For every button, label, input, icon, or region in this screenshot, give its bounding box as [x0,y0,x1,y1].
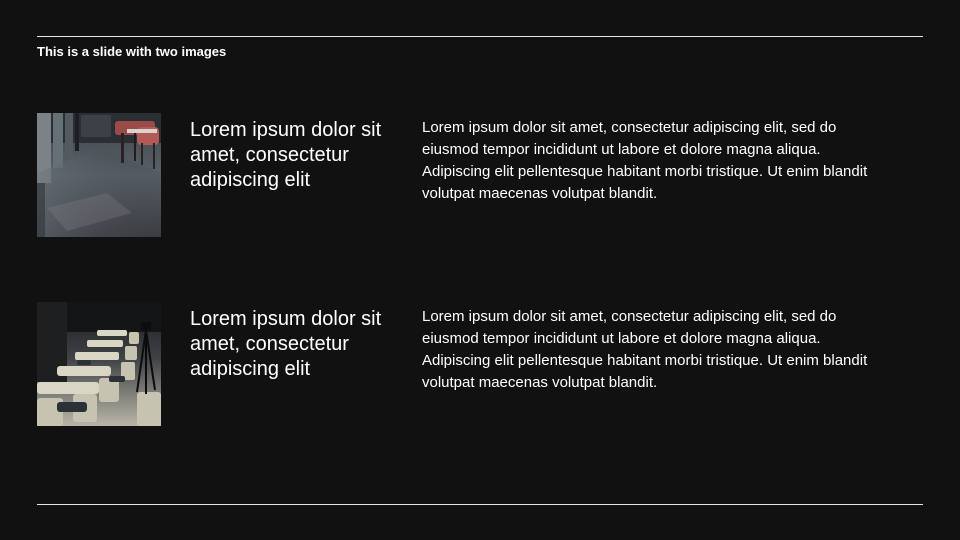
item-heading: Lorem ipsum dolor sit amet, consectetur adipiscing elit [190,308,382,380]
item-body-text: Lorem ipsum dolor sit amet, consectetur adipiscing elit, sed do eiusmod tempor incididunt ut labore et dolore magna aliqua. Adipiscing elit pellentesque habitant morbi tristique. Ut enim blandit volutpat maecenas volutpat blandit. [422,308,868,391]
top-divider [37,36,923,37]
content-row-1 [37,113,923,239]
item-heading: Lorem ipsum dolor sit amet, consectetur adipiscing elit [190,119,382,191]
bottom-divider [37,504,923,505]
cafeteria-photo [37,302,161,426]
office-floor-photo [37,113,161,237]
slide-title: This is a slide with two images [37,44,227,59]
content-row-2 [37,302,923,428]
item-body-text: Lorem ipsum dolor sit amet, consectetur adipiscing elit, sed do eiusmod tempor incididunt ut labore et dolore magna aliqua. Adipiscing elit pellentesque habitant morbi tristique. Ut enim blandit volutpat maecenas volutpat blandit. [422,119,868,202]
